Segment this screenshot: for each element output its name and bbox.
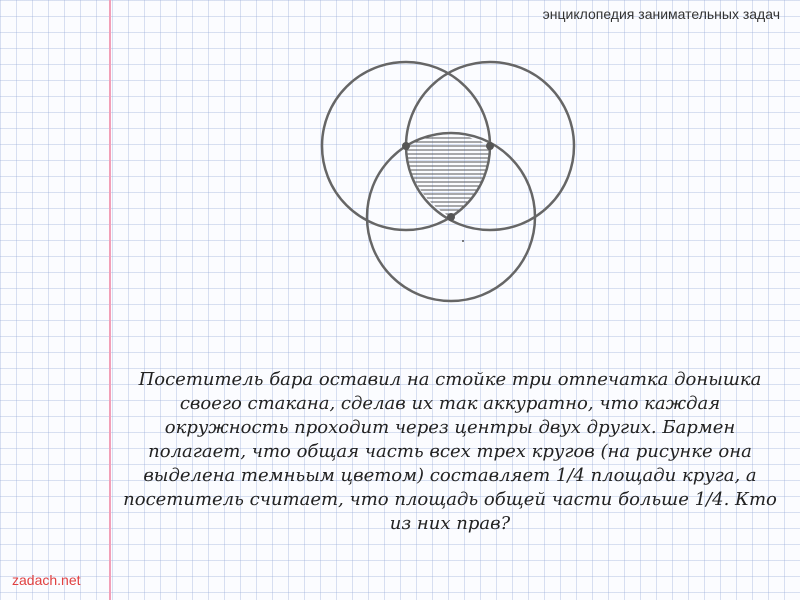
center-point-right [486, 142, 494, 150]
center-point-left [402, 142, 410, 150]
common-area-hatched [406, 135, 490, 217]
problem-text: Посетитель бара оставил на стойке три отпечатка донышка своего стакана, сделав их так аккуратно, что каждая окружность проходит через центры двух других. Бармен полагает, что общая часть всех трех кругов (на рисунке она выделена темньым цветом) составляет 1/4 площади круга, а посетитель считает, что площадь общей части больше 1/4. Кто из них прав? [123, 369, 777, 534]
site-link[interactable]: zadach.net [12, 572, 81, 588]
small-dot [462, 240, 464, 242]
center-point-bottom [447, 213, 455, 221]
site-title: энциклопедия занимательных задач [542, 6, 780, 22]
